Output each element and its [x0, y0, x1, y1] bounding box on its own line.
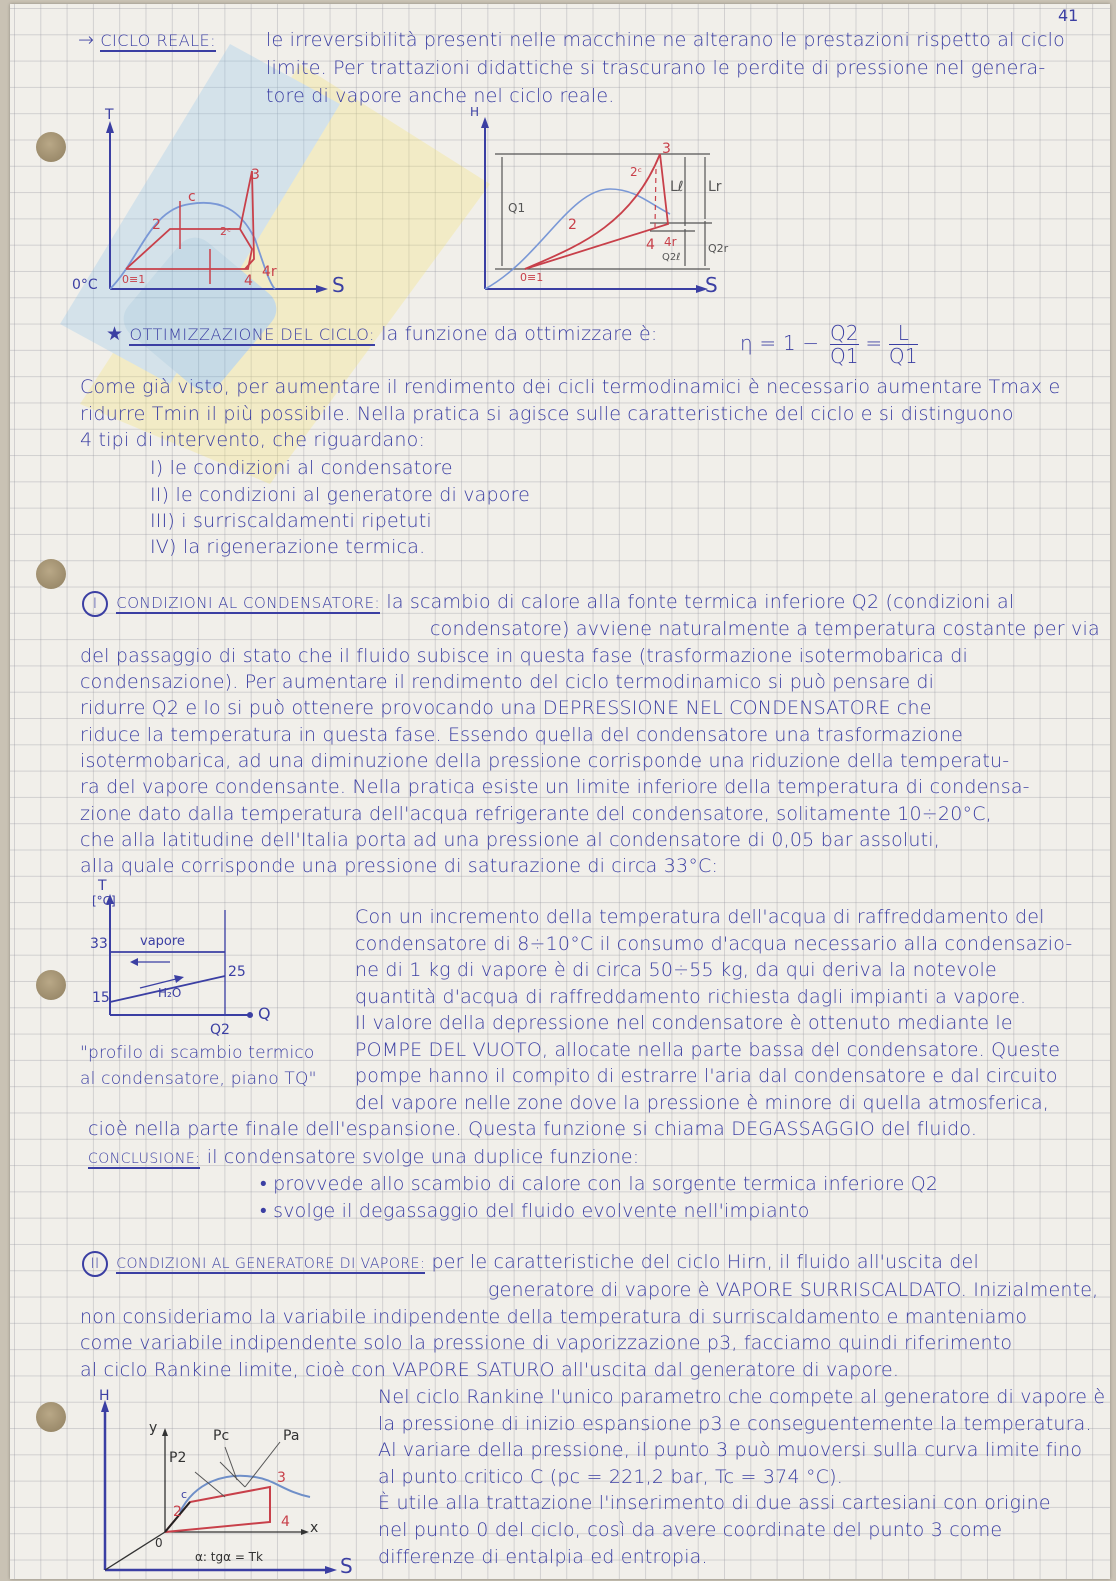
- generatore-side-line: la pressione di inizio espansione p3 e conseguentemente la temperatura.: [378, 1413, 1092, 1435]
- condensatore-side-line: Con un incremento della temperatura dell'acqua di raffreddamento del: [355, 906, 1045, 928]
- generatore-side-line: al punto critico C (pc = 221,2 bar, Tc = 374 °C).: [378, 1466, 843, 1488]
- condensatore-line: zione dato dalla temperatura dell'acqua refrigerante del condensatore, solitamente 10÷20°C,: [80, 803, 992, 825]
- generatore-side-line: nel punto 0 del ciclo, così da avere coordinate del punto 3 come: [378, 1519, 1003, 1541]
- arrow-right-icon: →: [78, 29, 95, 51]
- condensatore-line: che alla latitudine dell'Italia porta ad una pressione al condensatore di 0,05 bar assoluti,: [80, 829, 941, 851]
- binder-hole: [36, 1402, 66, 1432]
- intervention-item: I) le condizioni al condensatore: [150, 457, 453, 479]
- hs-diagram: H S 0≡1 2 2ᶜ 3 4 4r Q1 Lℓ Lr Q2ℓ Q2r: [450, 109, 750, 299]
- ciclo-reale-heading: → CICLO REALE:: [78, 29, 217, 51]
- generatore-line: generatore di vapore è VAPORE SURRISCALDATO. Inizialmente,: [488, 1279, 1099, 1301]
- condensatore-line: del passaggio di stato che il fluido subisce in questa fase (trasformazione isotermobarica di: [80, 645, 968, 667]
- condensatore-line: condensazione). Per aumentare il rendimento del ciclo termodinamico si può pensare di: [80, 671, 935, 693]
- tq-caption: "profilo di scambio termico: [80, 1043, 315, 1063]
- condensatore-final-line: cioè nella parte finale dell'espansione. Questa funzione si chiama DEGASSAGGIO del fluido.: [88, 1118, 978, 1140]
- condensatore-side-line: quantità d'acqua di raffreddamento richiesta dagli impianti a vapore.: [355, 986, 1027, 1008]
- ottimizzazione-line: 4 tipi di intervento, che riguardano:: [80, 429, 426, 451]
- ts-diagram: T S 0°C 0≡1 2 c 2ᶜ 3 4 4r: [70, 109, 410, 299]
- hs-diagram-graphic: [450, 109, 750, 299]
- notebook-page: [10, 4, 1110, 1579]
- ciclo-reale-line: tore di vapore anche nel ciclo reale.: [266, 85, 615, 107]
- ciclo-reale-line: le irreversibilità presenti nelle macchine ne alterano le prestazioni rispetto al ciclo: [266, 29, 1065, 51]
- binder-hole: [36, 132, 66, 162]
- ts-diagram-graphic: [70, 109, 410, 299]
- ottimizzazione-line: ridurre Tmin il più possibile. Nella pratica si agisce sulle caratteristiche del ciclo e si distinguono: [80, 403, 1014, 425]
- intervention-item: III) i surriscaldamenti ripetuti: [150, 510, 432, 532]
- condensatore-line: ridurre Q2 e lo si può ottenere provocando una DEPRESSIONE NEL CONDENSATORE che: [80, 697, 932, 719]
- section-number-badge: II: [82, 1251, 108, 1277]
- condensatore-line: alla quale corrisponde una pressione di saturazione di circa 33°C:: [80, 855, 719, 877]
- condensatore-side-line: condensatore di 8÷10°C il consumo d'acqua necessario alla condensazio-: [355, 933, 1073, 955]
- ciclo-reale-line: limite. Per trattazioni didattiche si trascurano le perdite di pressione nel genera-: [266, 57, 1046, 79]
- generatore-side-line: Nel ciclo Rankine l'unico parametro che compete al generatore di vapore è: [378, 1386, 1106, 1408]
- ottimizzazione-heading: ★ OTTIMIZZAZIONE DEL CICLO: la funzione da ottimizzare è:: [106, 323, 658, 345]
- intervention-item: II) le condizioni al generatore di vapore: [150, 484, 531, 506]
- generatore-side-line: È utile alla trattazione l'inserimento di due assi cartesiani con origine: [378, 1492, 1051, 1514]
- condensatore-line: isotermobarica, ad una diminuzione della pressione corrisponde una riduzione della temperatu-: [80, 750, 1010, 772]
- efficiency-formula: η = 1 − $\frac{Q2}{Q1}$ = $\frac{L}{Q1}$: [740, 321, 918, 368]
- intervention-item: IV) la rigenerazione termica.: [150, 536, 426, 558]
- condensatore-heading: I CONDIZIONI AL CONDENSATORE: la scambio di calore alla fonte termica inferiore Q2 (condizioni al: [82, 589, 1014, 617]
- condensatore-side-line: Il valore della depressione nel condensatore è ottenuto mediante le: [355, 1012, 1013, 1034]
- generatore-side-line: Al variare della pressione, il punto 3 può muoversi sulla curva limite fino: [378, 1439, 1083, 1461]
- ottimizzazione-line: Come già visto, per aumentare il rendimento dei cicli termodinamici è necessario aumentare Tmax e: [80, 376, 1061, 398]
- generatore-line: al ciclo Rankine limite, cioè con VAPORE SATURO all'uscita dal generatore di vapore.: [80, 1359, 900, 1381]
- condensatore-line: condensatore) avviene naturalmente a temperatura costante per via: [430, 618, 1100, 640]
- generatore-line: come variabile indipendente solo la pressione di vaporizzazione p3, facciamo quindi riferimento: [80, 1332, 1013, 1354]
- condensatore-side-line: ne di 1 kg di vapore è di circa 50÷55 kg, da qui deriva la notevole: [355, 959, 997, 981]
- page-number: 41: [1058, 6, 1079, 25]
- condensatore-side-line: POMPE DEL VUOTO, allocate nella parte bassa del condensatore. Queste: [355, 1039, 1061, 1061]
- star-icon: ★: [106, 323, 124, 345]
- generatore-side-line: differenze di entalpia ed entropia.: [378, 1546, 708, 1568]
- rankine-hs-diagram: H S y x 0 2 3 4 c P2 Pc Pa α: tgα = Tk: [85, 1392, 375, 1577]
- binder-hole: [36, 970, 66, 1000]
- conclusion-bullet: • provvede allo scambio di calore con la sorgente termica inferiore Q2: [260, 1173, 939, 1195]
- tq-diagram: T [°C] 33 vapore 25 15 H₂O Q Q2: [80, 880, 310, 1035]
- condensatore-side-line: pompe hanno il compito di estrarre l'aria dal condensatore e dal circuito: [355, 1065, 1058, 1087]
- condensatore-line: ra del vapore condensante. Nella pratica esiste un limite inferiore della temperatura di condensa-: [80, 776, 1030, 798]
- condensatore-line: riduce la temperatura in questa fase. Essendo quella del condensatore una trasformazione: [80, 724, 964, 746]
- generatore-heading: II CONDIZIONI AL GENERATORE DI VAPORE: per le caratteristiche del ciclo Hirn, il fluido all'uscita del: [82, 1249, 979, 1277]
- conclusion-line: CONCLUSIONE: il condensatore svolge una duplice funzione:: [88, 1146, 640, 1168]
- tq-caption: al condensatore, piano TQ": [80, 1069, 317, 1089]
- section-number-badge: I: [82, 591, 108, 617]
- binder-hole: [36, 559, 66, 589]
- generatore-line: non consideriamo la variabile indipendente della temperatura di surriscaldamento e manteniamo: [80, 1306, 1028, 1328]
- conclusion-bullet: • svolge il degassaggio del fluido evolvente nell'impianto: [260, 1200, 810, 1222]
- condensatore-side-line: del vapore nelle zone dove la pressione è minore di quella atmosferica,: [355, 1092, 1050, 1114]
